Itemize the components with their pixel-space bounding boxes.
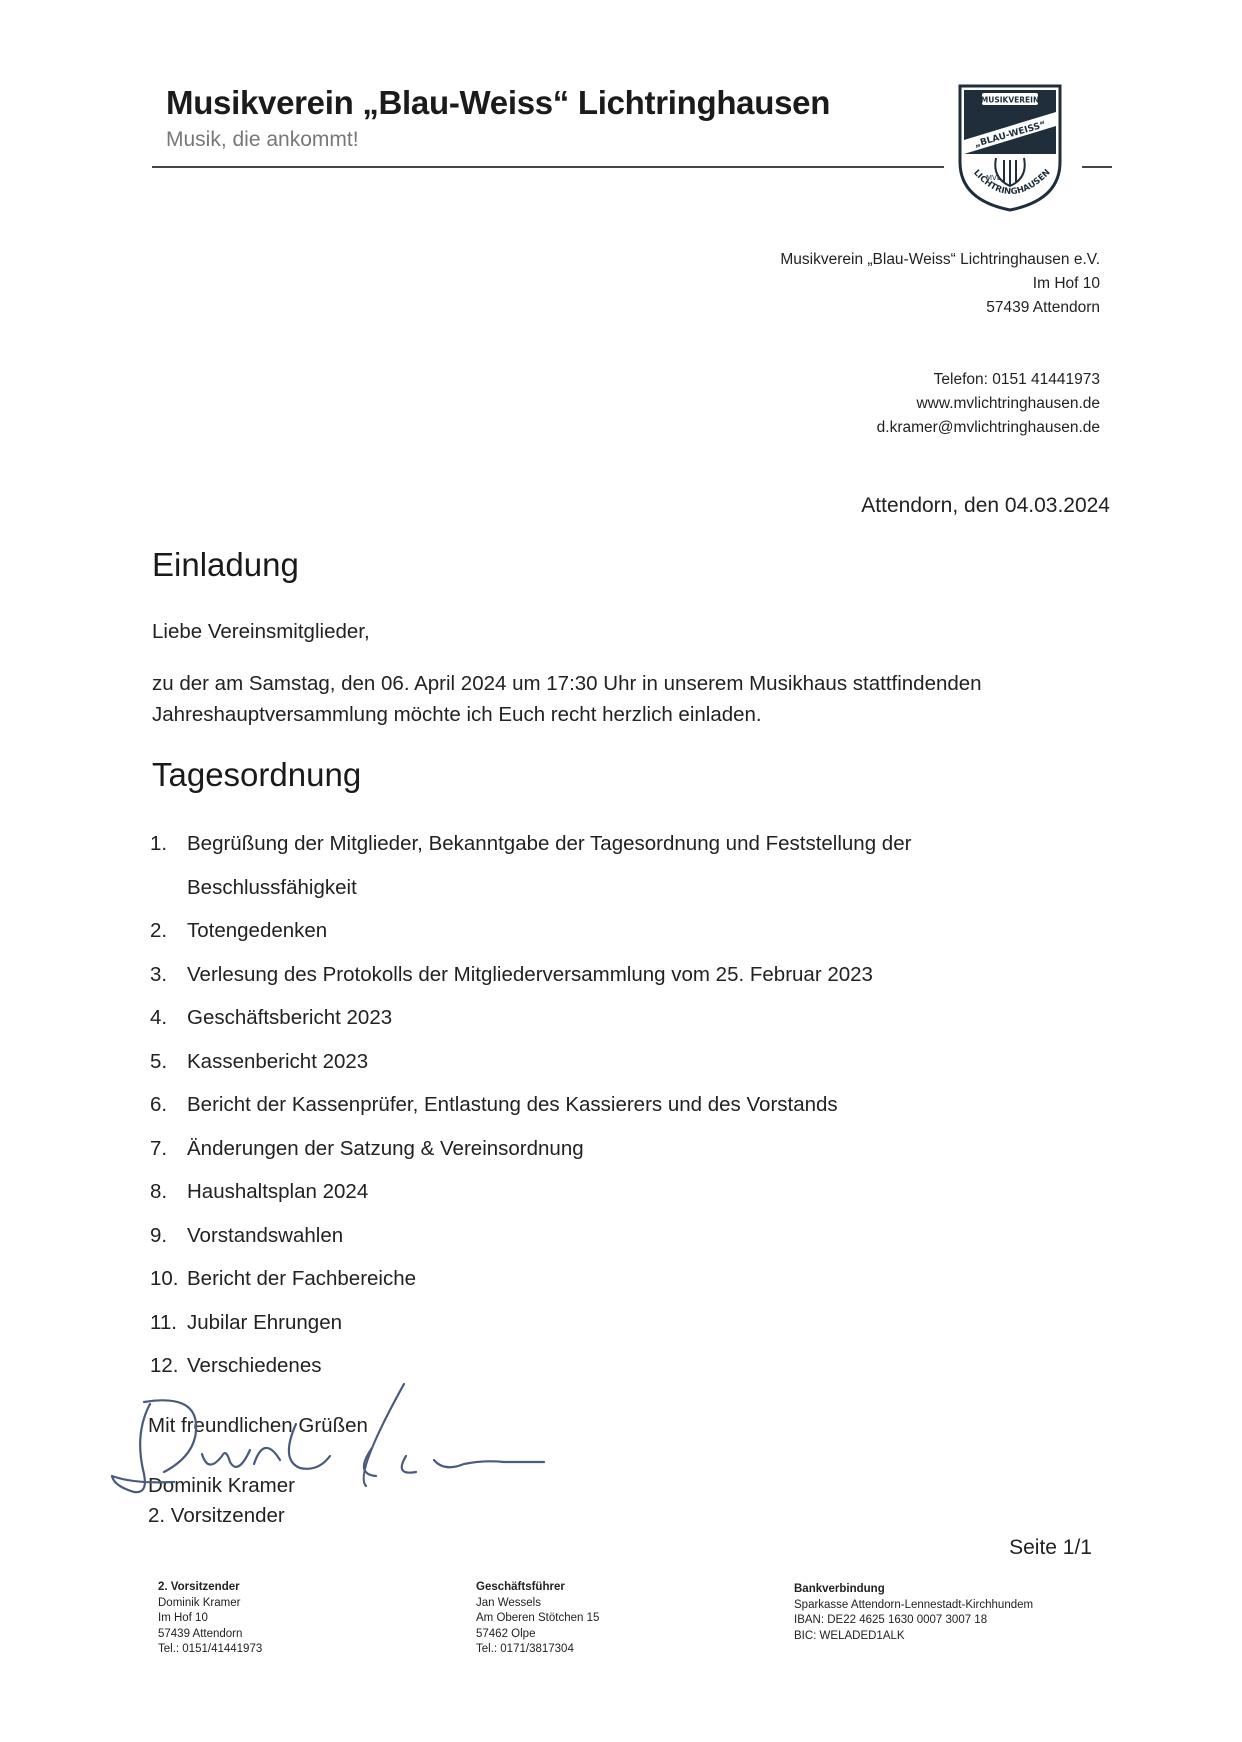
salutation: Liebe Vereinsmitglieder, xyxy=(152,620,370,643)
footer-line: 57439 Attendorn xyxy=(158,1627,243,1640)
agenda-item-text: Kassenbericht 2023 xyxy=(187,1049,369,1073)
footer-line: Im Hof 10 xyxy=(158,1612,208,1624)
organization-title: Musikverein „Blau-Weiss“ Lichtringhausen xyxy=(166,84,831,121)
agenda-item xyxy=(150,1040,911,1084)
agenda-item-text: Totengedenken xyxy=(187,919,328,942)
agenda-title: Tagesordnung xyxy=(152,756,362,793)
agenda-item xyxy=(150,909,911,953)
agenda-item-number: 1. xyxy=(150,832,168,855)
agenda-item-text-continued: Beschlussfähigkeit xyxy=(187,875,357,899)
agenda-item xyxy=(150,1170,911,1214)
agenda-item xyxy=(150,1127,911,1171)
agenda-item-number: 11. xyxy=(150,1310,177,1334)
agenda-item-text: Änderungen der Satzung & Vereinsordnung xyxy=(187,1136,584,1160)
agenda-item-number: 4. xyxy=(150,1006,168,1029)
intro-paragraph xyxy=(152,668,982,730)
header-rule xyxy=(152,166,944,168)
agenda-item-number: 5. xyxy=(150,1049,168,1073)
footer-heading: 2. Vorsitzender xyxy=(158,1581,240,1593)
footer-heading: Geschäftsführer xyxy=(476,1581,565,1593)
agenda-item-number: 12. xyxy=(150,1354,179,1377)
footer-chairman xyxy=(158,1580,262,1658)
footer-line: BIC: WELADED1ALK xyxy=(794,1629,905,1642)
intro-line: zu der am Samstag, den 06. April 2024 um 17:30 Uhr in unserem Musikhaus stattfindenden xyxy=(152,672,982,695)
sender-name: Musikverein „Blau-Weiss“ Lichtringhausen e.V. xyxy=(780,251,1100,268)
agenda-item-text: Jubilar Ehrungen xyxy=(187,1310,342,1334)
agenda-item-number: 7. xyxy=(150,1136,168,1160)
agenda-item-number: 9. xyxy=(150,1223,168,1247)
agenda-item xyxy=(150,1257,911,1301)
agenda-item-text: Begrüßung der Mitglieder, Bekanntgabe der Tagesordnung und Feststellung der xyxy=(187,832,912,855)
svg-text:MVL: MVL xyxy=(986,174,1001,182)
footer-line: Tel.: 0171/3817304 xyxy=(476,1643,574,1655)
agenda-list xyxy=(150,822,911,1388)
organization-slogan: Musik, die ankommt! xyxy=(166,128,359,151)
sender-email[interactable]: d.kramer@mvlichtringhausen.de xyxy=(876,419,1100,436)
agenda-item-text: Vorstandswahlen xyxy=(187,1223,344,1247)
sender-address xyxy=(780,248,1100,320)
agenda-item-number: 8. xyxy=(150,1180,168,1203)
agenda-item-text: Bericht der Fachbereiche xyxy=(187,1267,417,1290)
agenda-item xyxy=(150,1214,911,1258)
sender-street: Im Hof 10 xyxy=(1032,275,1100,292)
agenda-item-number: 6. xyxy=(150,1093,168,1116)
sender-website[interactable]: www.mvlichtringhausen.de xyxy=(916,395,1100,412)
handwritten-signature-icon xyxy=(104,1364,554,1514)
page-number: Seite 1/1 xyxy=(1009,1536,1092,1559)
agenda-item xyxy=(150,1083,911,1127)
agenda-item-text: Bericht der Kassenprüfer, Entlastung des Kassierers und des Vorstands xyxy=(187,1093,838,1116)
svg-text:„BLAU-WEISS“: „BLAU-WEISS“ xyxy=(973,119,1048,150)
sender-phone: Telefon: 0151 41441973 xyxy=(933,371,1100,388)
footer-line: Tel.: 0151/41441973 xyxy=(158,1643,263,1655)
agenda-item-number: 2. xyxy=(150,919,168,942)
letter-date: Attendorn, den 04.03.2024 xyxy=(861,494,1110,517)
letter-title: Einladung xyxy=(152,546,299,583)
agenda-item-number: 3. xyxy=(150,962,168,986)
club-crest-icon xyxy=(956,82,1064,212)
agenda-item-number: 10. xyxy=(150,1267,179,1290)
sender-contact xyxy=(877,368,1100,440)
footer-heading: Bankverbindung xyxy=(794,1583,885,1595)
intro-line: Jahreshauptversammlung möchte ich Euch recht herzlich einladen. xyxy=(152,703,762,726)
footer-line: IBAN: DE22 4625 1630 0007 3007 18 xyxy=(794,1614,988,1626)
agenda-item-text: Geschäftsbericht 2023 xyxy=(187,1006,393,1029)
footer-bank xyxy=(794,1582,1033,1644)
agenda-item-text: Verschiedenes xyxy=(187,1354,322,1377)
agenda-item xyxy=(150,953,911,997)
footer-line: Sparkasse Attendorn-Lennestadt-Kirchhundem xyxy=(794,1598,1034,1611)
footer-line: 57462 Olpe xyxy=(476,1627,536,1640)
signer-name: Dominik Kramer xyxy=(148,1474,295,1497)
signer-role: 2. Vorsitzender xyxy=(148,1504,285,1527)
agenda-item xyxy=(150,1301,911,1345)
closing-greeting: Mit freundlichen Grüßen xyxy=(148,1414,368,1437)
svg-text:LICHTRINGHAUSEN: LICHTRINGHAUSEN xyxy=(971,167,1053,198)
agenda-item xyxy=(150,996,911,1040)
agenda-item-text: Verlesung des Protokolls der Mitgliederversammlung vom 25. Februar 2023 xyxy=(187,962,873,986)
footer-manager xyxy=(476,1580,599,1658)
svg-text:MUSIKVEREIN: MUSIKVEREIN xyxy=(980,95,1040,105)
header-rule-right xyxy=(1082,166,1112,168)
footer-line: Jan Wessels xyxy=(476,1596,541,1609)
sender-city: 57439 Attendorn xyxy=(986,299,1100,316)
footer-line: Am Oberen Stötchen 15 xyxy=(476,1612,600,1624)
footer-line: Dominik Kramer xyxy=(158,1596,241,1609)
agenda-item-text: Haushaltsplan 2024 xyxy=(187,1180,369,1203)
agenda-item xyxy=(150,822,911,909)
